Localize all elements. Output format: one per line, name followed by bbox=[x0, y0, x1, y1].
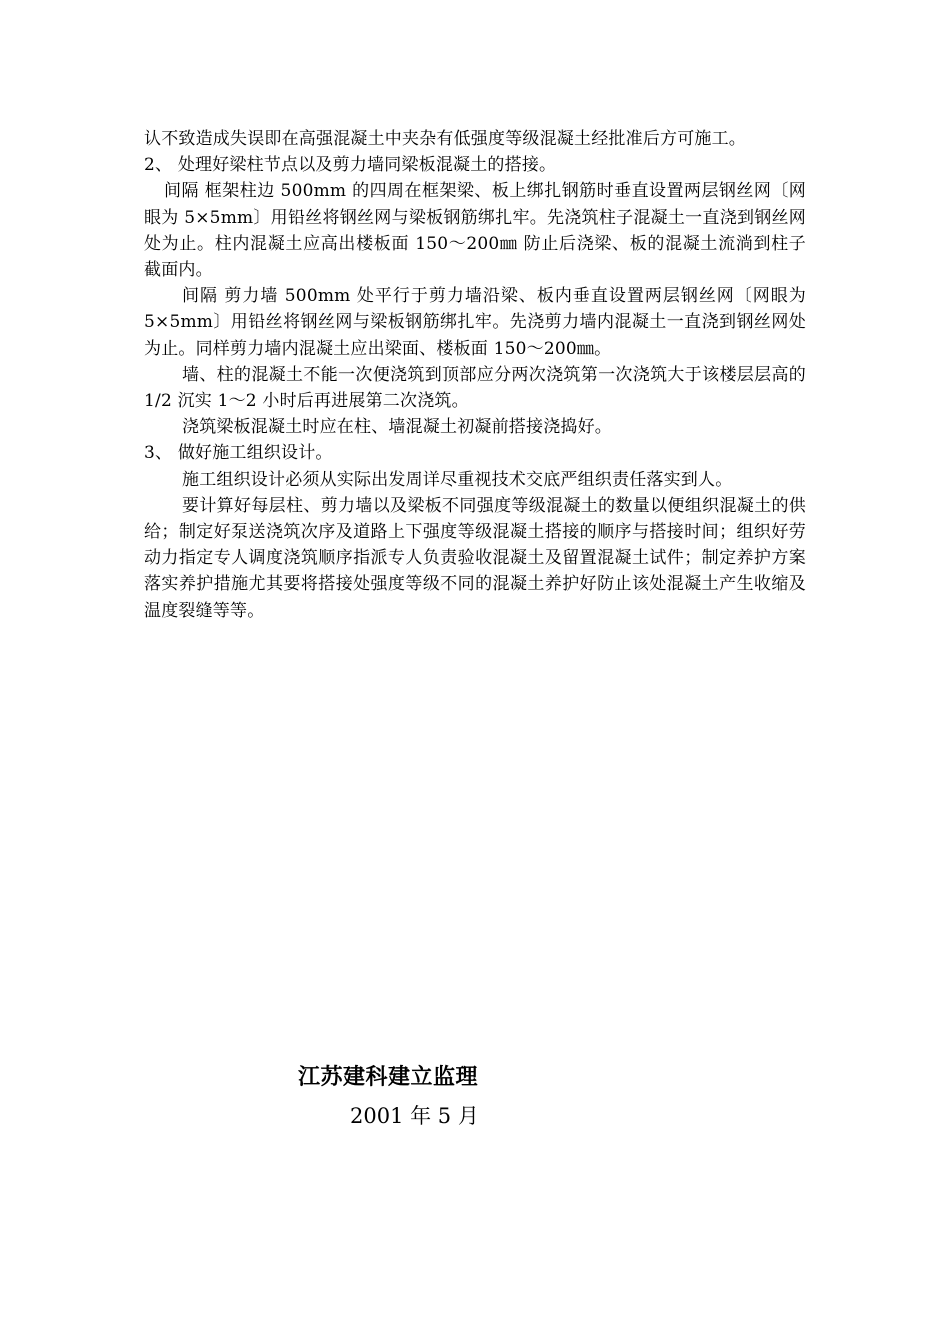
paragraph-construction-design: 施工组织设计必须从实际出发周详尽重视技术交底严组织责任落实到人。 bbox=[182, 469, 733, 490]
body-text bbox=[144, 126, 806, 624]
heading-item-2: 2、 处理好梁柱节点以及剪力墙同梁板混凝土的搭接。 bbox=[144, 155, 557, 176]
signature-organization: 江苏建科建立监理 bbox=[298, 1064, 479, 1090]
heading-item-3: 3、 做好施工组织设计。 bbox=[144, 443, 333, 464]
signature-date: 2001 年 5 月 bbox=[350, 1104, 479, 1128]
paragraph-continuation: 认不致造成失误即在高强混凝土中夹杂有低强度等级混凝土经批准后方可施工。 bbox=[144, 129, 746, 149]
paragraph-calculation-plan: 要计算好每层柱、剪力墙以及梁板不同强度等级混凝土的数量以便组织混凝土的供给；制定好泵送浇筑次序及道路上下强度等级混凝土搭接的顺序与搭接时间；组织好劳动力指定专人调度浇筑顺序指派专人负责验收混凝土及留置混凝土试件；制定养护方案落实养护措施尤其要将搭接处强度等级不同的混凝土养护好防止该处混凝土产生收缩及温度裂缝等等。 bbox=[144, 495, 806, 621]
paragraph-two-stage-pour: 墙、柱的混凝土不能一次便浇筑到顶部应分两次浇筑第一次浇筑大于该楼层层高的 1/2 沉实 1～2 小时后再进展第二次浇筑。 bbox=[144, 364, 806, 412]
paragraph-shear-wall-joint: 间隔 剪力墙 500mm 处平行于剪力墙沿梁、板内垂直设置两层钢丝网〔网眼为 5×5mm〕用铅丝将钢丝网与梁板钢筋绑扎牢。先浇剪力墙内混凝土一直浇到钢丝网处为止。同样剪力墙内混凝土应出梁面、楼板面 150～200㎜。 bbox=[144, 286, 806, 359]
paragraph-beam-slab-pour: 浇筑梁板混凝土时应在柱、墙混凝土初凝前搭接浇捣好。 bbox=[182, 417, 612, 438]
paragraph-column-joint: 间隔 框架柱边 500mm 的四周在框架梁、板上绑扎钢筋时垂直设置两层钢丝网〔网眼为 5×5mm〕用铅丝将钢丝网与梁板钢筋绑扎牢。先浇筑柱子混凝土一直浇到钢丝网处为止。柱内混凝土应高出楼板面 150～200㎜ 防止后浇梁、板的混凝土流淌到柱子截面内。 bbox=[144, 181, 806, 281]
